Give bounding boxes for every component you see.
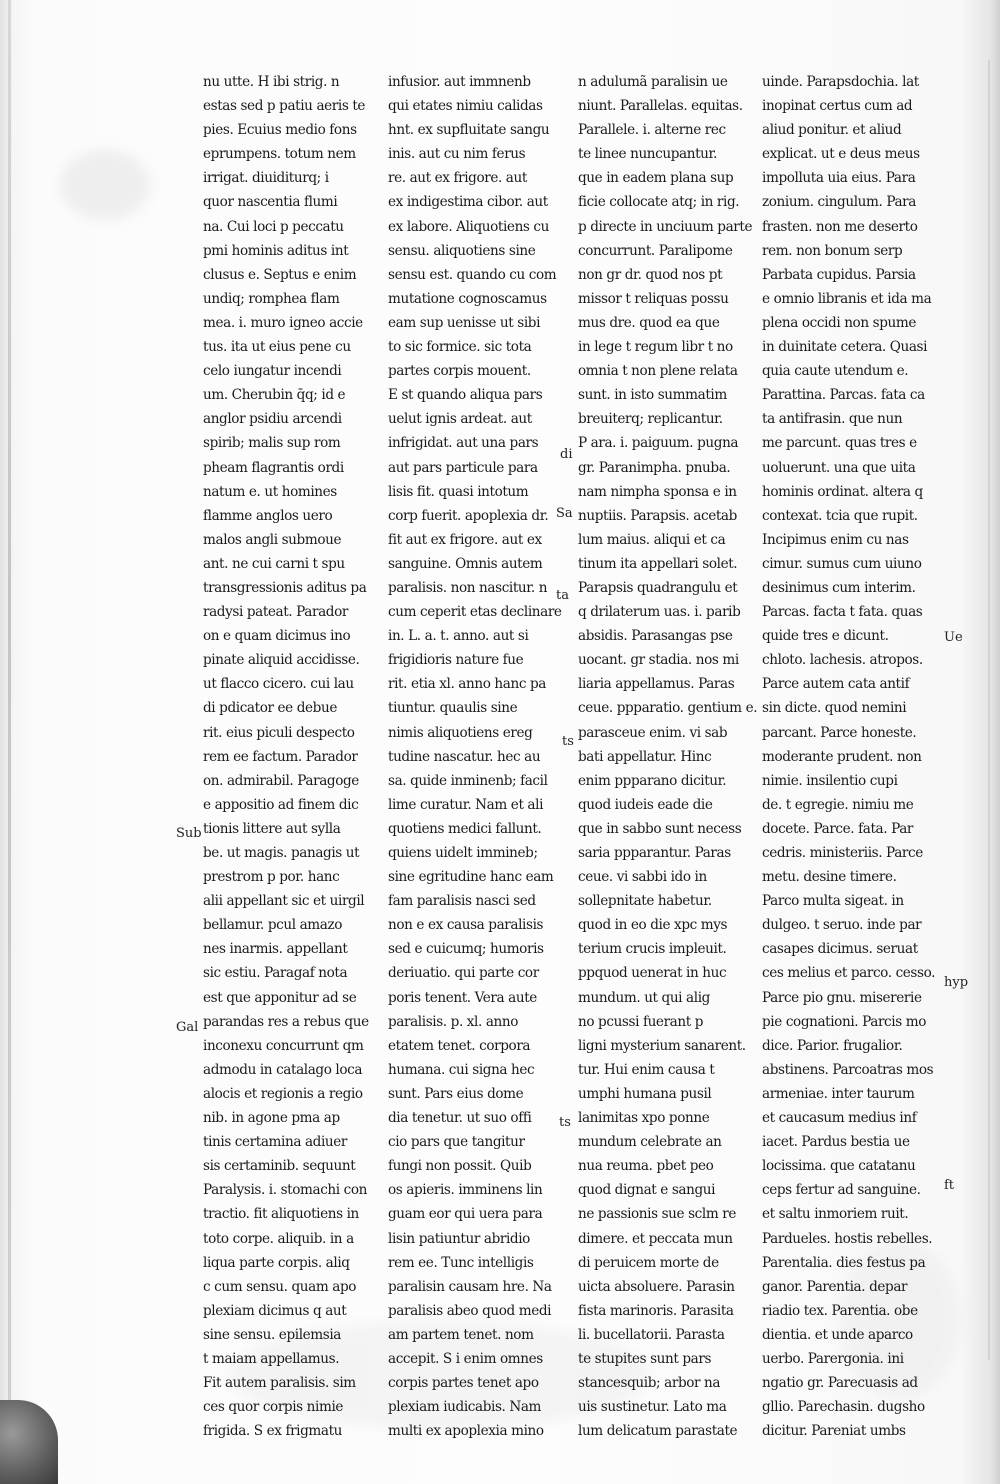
- text-line: na. Cui loci p peccatu: [203, 218, 344, 235]
- text-line: rem. non bonum serp: [762, 242, 903, 259]
- text-line: Parco multa sigeat. in: [762, 893, 904, 910]
- text-line: in duinitate cetera. Quasi: [762, 339, 928, 356]
- text-line: undiq; romphea flam: [203, 290, 340, 307]
- text-line: cum ceperit etas declinare: [388, 604, 562, 621]
- text-line: gr. Paranimpha. pnuba.: [578, 459, 731, 476]
- text-line: e omnio libranis et ida ma: [762, 290, 932, 307]
- text-line: ceps fertur ad sanguine.: [762, 1182, 921, 1199]
- text-line: sic estiu. Paragaf nota: [203, 965, 348, 982]
- text-line: deriuatio. qui parte cor: [388, 965, 539, 982]
- text-line: que in sabbo sunt necess: [578, 820, 742, 837]
- text-line: plena occidi non spume: [762, 314, 916, 331]
- text-line: dicitur. Pareniat umbs: [762, 1423, 906, 1440]
- text-line: gllio. Parechasin. dugsho: [762, 1399, 925, 1416]
- text-line: Parbata cupidus. Parsia: [762, 266, 916, 283]
- text-column-2: [388, 70, 576, 1443]
- text-line: eprumpens. totum nem: [203, 146, 356, 163]
- text-line: inconexu concurrunt qm: [203, 1037, 364, 1054]
- text-line: be. ut magis. panagis ut: [203, 845, 360, 861]
- text-line: ficie collocate atq; in rig.: [578, 194, 740, 211]
- text-line: nimis aliquotiens ereg: [388, 724, 533, 741]
- text-line: absidis. Parasangas pse: [578, 628, 733, 645]
- page-right-edge: [988, 60, 990, 1360]
- text-line: te linee nuncupantur.: [578, 146, 718, 163]
- text-line: quide tres e dicunt.: [762, 628, 889, 645]
- text-line: pie cognationi. Parcis mo: [762, 1013, 926, 1030]
- text-line: etatem tenet. corpora: [388, 1037, 531, 1054]
- text-line: fungi non possit. Quib: [388, 1158, 532, 1175]
- text-line: mutatione cognoscamus: [388, 290, 547, 307]
- text-line: Parce autem cata antif: [762, 676, 910, 693]
- holding-thumb: [0, 1400, 58, 1484]
- text-line: uocant. gr stadia. nos mi: [578, 652, 739, 669]
- text-line: te stupites sunt pars: [578, 1350, 712, 1367]
- text-line: quia caute utendum e.: [762, 363, 909, 380]
- text-line: Pardueles. hostis rebelles.: [762, 1230, 933, 1247]
- text-line: ne passionis sue sclm re: [578, 1206, 736, 1223]
- text-line: cio pars que tangitur: [388, 1134, 525, 1151]
- text-line: missor t reliquas possu: [578, 290, 729, 307]
- text-line: sunt. Pars eius dome: [388, 1085, 524, 1102]
- text-line: os apieris. imminens lin: [388, 1182, 543, 1199]
- text-line: locissima. que catatanu: [762, 1158, 916, 1175]
- text-line: nib. in agone pma ap: [203, 1110, 340, 1127]
- text-line: breuiterq; replicantur.: [578, 411, 723, 428]
- text-line: quod iudeis eade die: [578, 796, 713, 813]
- text-line: infusior. aut immnenb: [388, 74, 531, 90]
- text-line: lime curatur. Nam et ali: [388, 796, 544, 813]
- text-line: mundum. ut qui alig: [578, 989, 710, 1006]
- text-line: aliud ponitur. et aliud: [762, 122, 902, 139]
- text-line: corpis partes tenet apo: [388, 1375, 539, 1392]
- text-line: uicta absoluere. Parasin: [578, 1278, 735, 1295]
- text-line: anglor psidiu arcendi: [203, 411, 342, 428]
- text-line: accepit. S i enim omnes: [388, 1350, 543, 1367]
- text-line: iacet. Pardus bestia ue: [762, 1134, 910, 1151]
- text-line: saria ppparantur. Paras: [578, 845, 731, 861]
- text-line: li. bucellatorii. Parasta: [578, 1326, 725, 1343]
- text-line: ex labore. Aliquotiens cu: [388, 218, 549, 235]
- text-line: nes inarmis. appellant: [203, 941, 348, 958]
- text-line: hominis ordinat. altera q: [762, 483, 923, 500]
- text-line: de. t egregie. nimiu me: [762, 796, 914, 813]
- text-line: quod in eo die xpc mys: [578, 917, 728, 934]
- page-left-edge: [8, 0, 11, 1484]
- text-line: c cum sensu. quam apo: [203, 1278, 357, 1295]
- text-line: enim ppparano dicitur.: [578, 772, 727, 789]
- text-line: est que apponitur ad se: [203, 989, 357, 1006]
- text-line: poris tenent. Vera aute: [388, 989, 537, 1006]
- text-line: sis certaminib. sequunt: [203, 1158, 356, 1175]
- text-line: paralisin causam hre. Na: [388, 1278, 552, 1295]
- text-line: rem ee. Tunc intelligis: [388, 1254, 534, 1271]
- text-line: eam sup uenisse ut sibi: [388, 314, 541, 331]
- text-line: plexiam iudicabis. Nam: [388, 1399, 542, 1416]
- text-line: quor nascentia flumi: [203, 194, 338, 211]
- text-line: P ara. i. paiguum. pugna: [578, 435, 739, 452]
- text-line: chloto. lachesis. atropos.: [762, 652, 923, 669]
- text-line: estas sed p patiu aeris te: [203, 98, 366, 115]
- text-line: dientia. et unde aparco: [762, 1326, 913, 1343]
- text-line: inis. aut cu nim ferus: [388, 146, 526, 163]
- margin-note: hyp: [944, 975, 969, 990]
- text-line: fam paralisis nasci sed: [388, 893, 536, 910]
- text-line: partes corpis mouent.: [388, 363, 531, 380]
- text-line: qui etates nimiu calidas: [388, 98, 543, 115]
- text-line: aut pars particule para: [388, 459, 538, 476]
- text-line: nua reuma. pbet peo: [578, 1158, 714, 1175]
- text-line: sine sensu. epilemsia: [203, 1326, 341, 1343]
- text-line: Parapsis quadrangulu et: [578, 579, 738, 596]
- text-line: spirib; malis sup rom: [203, 435, 341, 452]
- text-line: rit. eius piculi despecto: [203, 724, 355, 741]
- text-line: quiens uidelt immineb;: [388, 845, 538, 861]
- text-line: lum delicatum parastate: [578, 1423, 738, 1440]
- text-line: clusus e. Septus e enim: [203, 266, 357, 283]
- text-line: multi ex apoplexia mino: [388, 1423, 544, 1440]
- text-line: uinde. Parapsdochia. lat: [762, 74, 919, 90]
- text-line: tinum ita appellari solet.: [578, 555, 738, 572]
- margin-note: di: [560, 447, 573, 462]
- text-line: liaria appellamus. Paras: [578, 676, 735, 693]
- text-line: uoluerunt. una que uita: [762, 459, 916, 476]
- parchment-stain: [60, 150, 150, 220]
- text-line: n adulumã paralisin ue: [578, 74, 728, 90]
- text-line: pinate aliquid accidisse.: [203, 652, 360, 669]
- text-line: tus. ita ut eius pene cu: [203, 339, 351, 356]
- text-line: Parentalia. dies festus pa: [762, 1254, 926, 1271]
- text-line: cedris. ministeriis. Parce: [762, 845, 923, 861]
- text-line: Parallele. i. alterne rec: [578, 122, 726, 139]
- text-line: uerbo. Parergonia. ini: [762, 1350, 904, 1367]
- text-line: alii appellant sic et uirgil: [203, 893, 365, 910]
- text-line: ngatio gr. Parecuasis ad: [762, 1375, 918, 1392]
- text-line: paralisis. p. xl. anno: [388, 1013, 519, 1030]
- text-column-3: [578, 70, 758, 1443]
- text-line: omnia t non plene relata: [578, 363, 738, 380]
- text-line: bellamur. pcul amazo: [203, 917, 343, 934]
- text-line: in. L. a. t. anno. aut si: [388, 628, 529, 645]
- text-line: Parce pio gnu. misererie: [762, 989, 922, 1006]
- text-line: corp fuerit. apoplexia dr.: [388, 507, 549, 524]
- text-line: ligni mysterium sanarent.: [578, 1037, 746, 1054]
- text-line: parcant. Parce honeste.: [762, 724, 917, 741]
- text-line: natum e. ut homines: [203, 483, 337, 500]
- text-line: impolluta uia eius. Para: [762, 170, 916, 187]
- text-line: sollepnitate habetur.: [578, 893, 712, 910]
- text-line: mundum celebrate an: [578, 1134, 722, 1151]
- text-line: quod dignat e sangui: [578, 1182, 716, 1199]
- text-line: tiuntur. quaulis sine: [388, 700, 518, 717]
- text-line: stancesquib; arbor na: [578, 1375, 721, 1392]
- text-line: docete. Parce. fata. Par: [762, 820, 914, 837]
- text-line: transgressionis aditus pa: [203, 579, 367, 596]
- text-line: um. Cherubin q̄q; id e: [203, 387, 346, 404]
- text-line: dulgeo. t seruo. inde par: [762, 917, 922, 934]
- text-column-1: [203, 70, 383, 1443]
- text-line: toto corpe. aliquib. in a: [203, 1230, 354, 1247]
- text-line: p directe in unciuum parte: [578, 218, 753, 235]
- text-line: armeniae. inter taurum: [762, 1085, 915, 1102]
- text-line: ces quor corpis nimie: [203, 1399, 344, 1416]
- text-line: ppquod uenerat in huc: [578, 965, 727, 982]
- text-line: e appositio ad finem dic: [203, 796, 359, 813]
- text-line: non e ex causa paralisis: [388, 917, 544, 934]
- text-line: cimur. sumus cum uiuno: [762, 555, 922, 572]
- text-line: quotiens medici fallunt.: [388, 820, 542, 837]
- text-line: di pdicator ee debue: [203, 700, 337, 717]
- text-line: hnt. ex supfluitate sangu: [388, 122, 550, 139]
- text-line: pheam flagrantis ordi: [203, 459, 344, 476]
- text-line: in lege t regum libr t no: [578, 339, 733, 356]
- text-line: pmi hominis aditus int: [203, 242, 349, 259]
- text-line: ceue. ppparatio. gentium e.: [578, 700, 758, 717]
- text-line: tractio. fit aliquotiens in: [203, 1206, 359, 1223]
- margin-note: Sa: [556, 506, 573, 521]
- text-line: contexat. tcia que rupit.: [762, 507, 918, 524]
- text-column-4: [762, 70, 942, 1443]
- text-line: on. admirabil. Paragoge: [203, 772, 359, 789]
- text-line: ut flacco cicero. cui lau: [203, 676, 354, 693]
- text-line: bati appellatur. Hinc: [578, 748, 712, 765]
- text-line: t maiam appellamus.: [203, 1350, 340, 1367]
- text-line: nam nimpha sponsa e in: [578, 483, 737, 500]
- text-line: alocis et regionis a regio: [203, 1085, 363, 1102]
- margin-note: Gal: [176, 1020, 199, 1035]
- text-line: explicat. ut e deus meus: [762, 146, 920, 163]
- margin-note: ts: [562, 734, 574, 749]
- margin-note: ft: [944, 1178, 955, 1193]
- text-line: sin dicte. quod nemini: [762, 700, 907, 717]
- text-line: liqua parte corpis. aliq: [203, 1254, 350, 1271]
- text-line: prestrom p por. hanc: [203, 869, 340, 886]
- text-line: me parcunt. quas tres e: [762, 435, 917, 452]
- text-line: frigida. S ex frigmatu: [203, 1423, 343, 1440]
- text-line: ceue. vi sabbi ido in: [578, 869, 707, 886]
- text-line: re. aut ex frigore. aut: [388, 170, 527, 187]
- text-line: to sic formice. sic tota: [388, 339, 532, 356]
- text-line: sanguine. Omnis autem: [388, 555, 543, 572]
- text-line: frasten. non me deserto: [762, 218, 918, 235]
- text-line: guam eor qui uera para: [388, 1206, 543, 1223]
- text-line: concurrunt. Paralipome: [578, 242, 733, 259]
- text-line: tudine nascatur. hec au: [388, 748, 541, 765]
- text-line: terium crucis impleuit.: [578, 941, 727, 958]
- text-line: am partem tenet. nom: [388, 1326, 534, 1343]
- text-line: Parattina. Parcas. fata ca: [762, 387, 925, 404]
- text-line: Fit autem paralisis. sim: [203, 1375, 356, 1392]
- text-line: parandas res a rebus que: [203, 1013, 369, 1030]
- text-line: di peruicem morte de: [578, 1254, 719, 1271]
- text-line: sine egritudine hanc eam: [388, 869, 554, 886]
- text-line: lisis fit. quasi intotum: [388, 483, 529, 500]
- text-line: ces melius et parco. cesso.: [762, 965, 936, 982]
- text-line: nuptiis. Parapsis. acetab: [578, 507, 737, 524]
- text-line: lisin patiuntur abridio: [388, 1230, 530, 1247]
- text-line: infrigidat. aut una pars: [388, 435, 539, 452]
- text-line: tionis littere aut sylla: [203, 820, 341, 837]
- text-line: tinis certamina adiuer: [203, 1134, 348, 1151]
- text-line: dimere. et peccata mun: [578, 1230, 733, 1247]
- text-line: pies. Ecuius medio fons: [203, 122, 357, 139]
- text-line: flamme anglos uero: [203, 507, 333, 524]
- text-line: sunt. in isto summatim: [578, 387, 727, 404]
- text-line: umphi humana pusil: [578, 1085, 712, 1102]
- text-line: mea. i. muro igneo accie: [203, 314, 363, 331]
- text-line: tur. Hui enim causa t: [578, 1061, 715, 1078]
- text-line: humana. cui signa hec: [388, 1061, 535, 1078]
- text-line: sensu est. quando cu com: [388, 266, 557, 283]
- text-line: radysi pateat. Parador: [203, 604, 348, 621]
- text-line: abstinens. Parcoatras mos: [762, 1061, 934, 1078]
- text-line: lanimitas xpo ponne: [578, 1110, 710, 1127]
- text-line: Parcas. facta t fata. quas: [762, 604, 923, 621]
- text-line: ex indigestima cibor. aut: [388, 194, 548, 211]
- margin-note: ts: [559, 1115, 571, 1130]
- text-line: admodu in catalago loca: [203, 1061, 363, 1078]
- text-line: rem ee factum. Parador: [203, 748, 358, 765]
- text-line: celo iungatur incendi: [203, 363, 342, 380]
- text-line: frigidioris nature fue: [388, 652, 524, 669]
- text-line: sed e cuicumq; humoris: [388, 941, 544, 958]
- text-line: metu. desine timere.: [762, 869, 897, 886]
- text-line: riadio tex. Parentia. obe: [762, 1302, 918, 1319]
- text-line: paralisis abeo quod medi: [388, 1302, 552, 1319]
- text-line: nu utte. H ibi strig. n: [203, 74, 340, 90]
- text-line: dia tenetur. ut suo offi: [388, 1110, 532, 1127]
- text-line: parasceue enim. vi sab: [578, 724, 728, 741]
- text-line: E st quando aliqua pars: [388, 387, 543, 404]
- text-line: ta antifrasin. que nun: [762, 411, 903, 428]
- text-line: desinimus cum interim.: [762, 579, 916, 596]
- text-line: irrigat. diuiditurq; i: [203, 170, 329, 187]
- text-line: uelut ignis ardeat. aut: [388, 411, 532, 428]
- margin-note: Ue: [944, 630, 963, 645]
- text-line: non gr dr. quod nos pt: [578, 266, 723, 283]
- text-line: rit. etia xl. anno hanc pa: [388, 676, 546, 693]
- margin-note: Sub: [176, 826, 202, 841]
- text-line: inopinat certus cum ad: [762, 98, 913, 115]
- text-line: malos angli submoue: [203, 531, 342, 548]
- text-line: que in eadem plana sup: [578, 170, 734, 187]
- text-line: zonium. cingulum. Para: [762, 194, 916, 211]
- text-line: paralisis. non nascitur. n: [388, 579, 548, 596]
- text-line: q drilaterum uas. i. parib: [578, 604, 741, 621]
- text-line: mus dre. quod ea que: [578, 314, 720, 331]
- text-line: casapes dicimus. seruat: [762, 941, 918, 958]
- text-line: sa. quide inminenb; facil: [388, 772, 548, 789]
- text-line: nimie. insilentio cupi: [762, 772, 898, 789]
- text-line: Incipimus enim cu nas: [762, 531, 909, 548]
- text-line: ganor. Parentia. depar: [762, 1278, 908, 1295]
- text-line: plexiam dicimus q aut: [203, 1302, 347, 1319]
- text-line: niunt. Parallelas. equitas.: [578, 98, 743, 115]
- text-line: Paralysis. i. stomachi con: [203, 1182, 368, 1199]
- text-line: uis sustinetur. Lato ma: [578, 1399, 727, 1416]
- text-line: sensu. aliquotiens sine: [388, 242, 536, 259]
- text-line: lum maius. aliqui et ca: [578, 531, 726, 548]
- text-line: no pcussi fuerant p: [578, 1013, 704, 1030]
- text-line: fit aut ex frigore. aut ex: [388, 531, 542, 548]
- text-line: et caucasum medius inf: [762, 1110, 917, 1127]
- text-line: ant. ne cui carni t spu: [203, 555, 345, 572]
- text-line: on e quam dicimus ino: [203, 628, 351, 645]
- text-line: dice. Parior. frugalior.: [762, 1037, 903, 1054]
- text-line: moderante prudent. non: [762, 748, 922, 765]
- margin-note: ta: [556, 588, 569, 603]
- text-line: fista marinoris. Parasita: [578, 1302, 734, 1319]
- text-line: et saltu inmoriem ruit.: [762, 1206, 909, 1223]
